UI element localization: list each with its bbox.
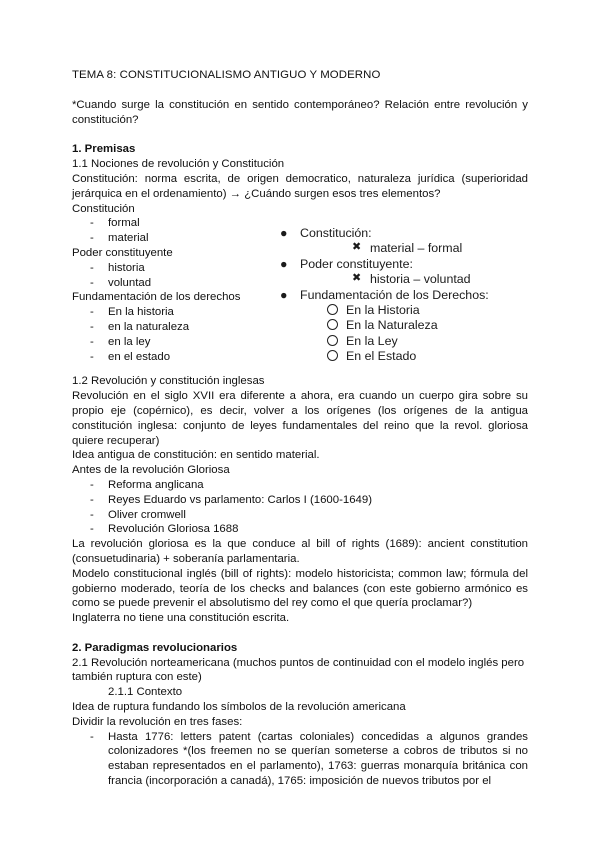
notes-sub-label: En la Ley (346, 333, 398, 348)
fases-list (72, 730, 528, 789)
notes-sub-item (280, 318, 530, 333)
notes-bullet (280, 257, 530, 272)
list-item: - Reforma anglicana (72, 478, 528, 493)
circle-bullet-icon (327, 304, 338, 315)
bullet-icon: ● (280, 287, 288, 302)
list-item: - voluntad (72, 276, 528, 291)
paragraph: Idea de ruptura fundando los símbolos de la revolución americana (72, 701, 406, 714)
notes-sub-item (280, 241, 530, 256)
list-item: - En la historia (72, 305, 528, 320)
list-item: - en el estado (72, 350, 528, 365)
poder-label: Poder constituyente (72, 246, 173, 259)
list-item: - Hasta 1776: letters patent (cartas coloniales) concedidas a algunos grandes colonizadores *(los freemen no se querían someterse a cobros de tributos si no estaban representados en el parlamento), 1763: guerras monarquía británica con francia (incorporación a canadá), 1765: imposición de nuevos tributos por el (72, 730, 528, 789)
page-title: TEMA 8: CONSTITUCIONALISMO ANTIGUO Y MODERNO (72, 69, 381, 81)
subsection-2-1-heading: 2.1 Revolución norteamericana (muchos puntos de continuidad con el modelo inglés pero también ruptura con este) (72, 656, 525, 684)
fundamentacion-label: Fundamentación de los derechos (72, 291, 241, 304)
list-item: - en la naturaleza (72, 320, 528, 335)
arrow-bullet-icon: ✖ (352, 272, 362, 285)
notes-sub-label: En la Naturaleza (346, 318, 438, 333)
list-item: - Revolución Gloriosa 1688 (72, 522, 528, 537)
paragraph: Idea antigua de constitución: en sentido material. (72, 449, 320, 462)
list-item: - historia (72, 261, 528, 276)
intro-question: *Cuando surge la constitución en sentido contemporáneo? Relación entre revolución y constitución? (72, 98, 528, 126)
notes-bullet-label: Constitución: (300, 226, 372, 240)
paragraph: Modelo constitucional inglés (bill of rights): modelo historicista; common law; fórmula del gobierno moderado, teoría de los checks and balances (con este gobierno armónico es como se puede prevenir el absolutismo del rey como el que quería proclamar?) (72, 567, 528, 610)
list-item: - formal (72, 216, 528, 231)
notes-sub-label: historia – voluntad (370, 272, 471, 287)
list-item: - en la ley (72, 335, 528, 350)
notes-sub-item (280, 349, 530, 364)
notes-bullet (280, 226, 530, 241)
section-2-heading: 2. Paradigmas revolucionarios (72, 641, 238, 654)
constitucion-label: Constitución (72, 202, 135, 215)
subsection-1-1-heading: 1.1 Nociones de revolución y Constitución (72, 158, 285, 171)
notes-sub-item (280, 334, 530, 349)
circle-bullet-icon (327, 319, 338, 330)
circle-bullet-icon (327, 335, 338, 346)
document-body (72, 68, 528, 789)
subsection-1-2-heading: 1.2 Revolución y constitución inglesas (72, 375, 265, 388)
notes-sub-label: En el Estado (346, 349, 417, 364)
section-1-heading: 1. Premisas (72, 143, 136, 156)
notes-sub-label: En la Historia (346, 303, 420, 318)
paragraph: Inglaterra no tiene una constitución escrita. (72, 612, 290, 625)
paragraph: La revolución gloriosa es la que conduce al bill of rights (1689): ancient constitution (consuetudinaria) + soberanía parlamentaria. (72, 538, 528, 565)
paragraph: Antes de la revolución Gloriosa (72, 464, 230, 477)
embedded-notes-image (280, 226, 530, 365)
list-item: - Oliver cromwell (72, 508, 528, 523)
bullet-icon: ● (280, 256, 288, 271)
list-item: - material (72, 231, 528, 246)
constitution-definition: Constitución: norma escrita, de origen democratico, naturaleza jurídica (superioridad jerárquica en el ordenamiento) → ¿Cuándo surgen esos tres elementos? (72, 172, 528, 200)
notes-sub-label: material – formal (370, 241, 463, 256)
paragraph: Dividir la revolución en tres fases: (72, 715, 243, 728)
arrow-bullet-icon: ✖ (352, 241, 362, 254)
notes-sub-item (280, 272, 530, 287)
paragraph: Revolución en el siglo XVII era diferente a ahora, era cuando un cuerpo gira sobre su propio eje (copérnico), es decir, volver a los orígenes (los orígenes de la antigua constitución inglesa: conjunto de leyes fundamentales del reino que la revol. gloriosa quiere recuperar) (72, 390, 528, 447)
notes-bullet-label: Poder constituyente: (300, 256, 413, 271)
bullet-icon: ● (280, 226, 288, 240)
circle-bullet-icon (327, 350, 338, 361)
notes-bullet-label: Fundamentación de los Derechos: (300, 287, 489, 302)
subsection-2-1-1-heading: 2.1.1 Contexto (108, 686, 183, 699)
antes-gloriosa-list (72, 478, 528, 537)
notes-sub-item (280, 303, 530, 318)
list-item: - Reyes Eduardo vs parlamento: Carlos I (1600-1649) (72, 493, 528, 508)
notes-bullet (280, 288, 530, 303)
